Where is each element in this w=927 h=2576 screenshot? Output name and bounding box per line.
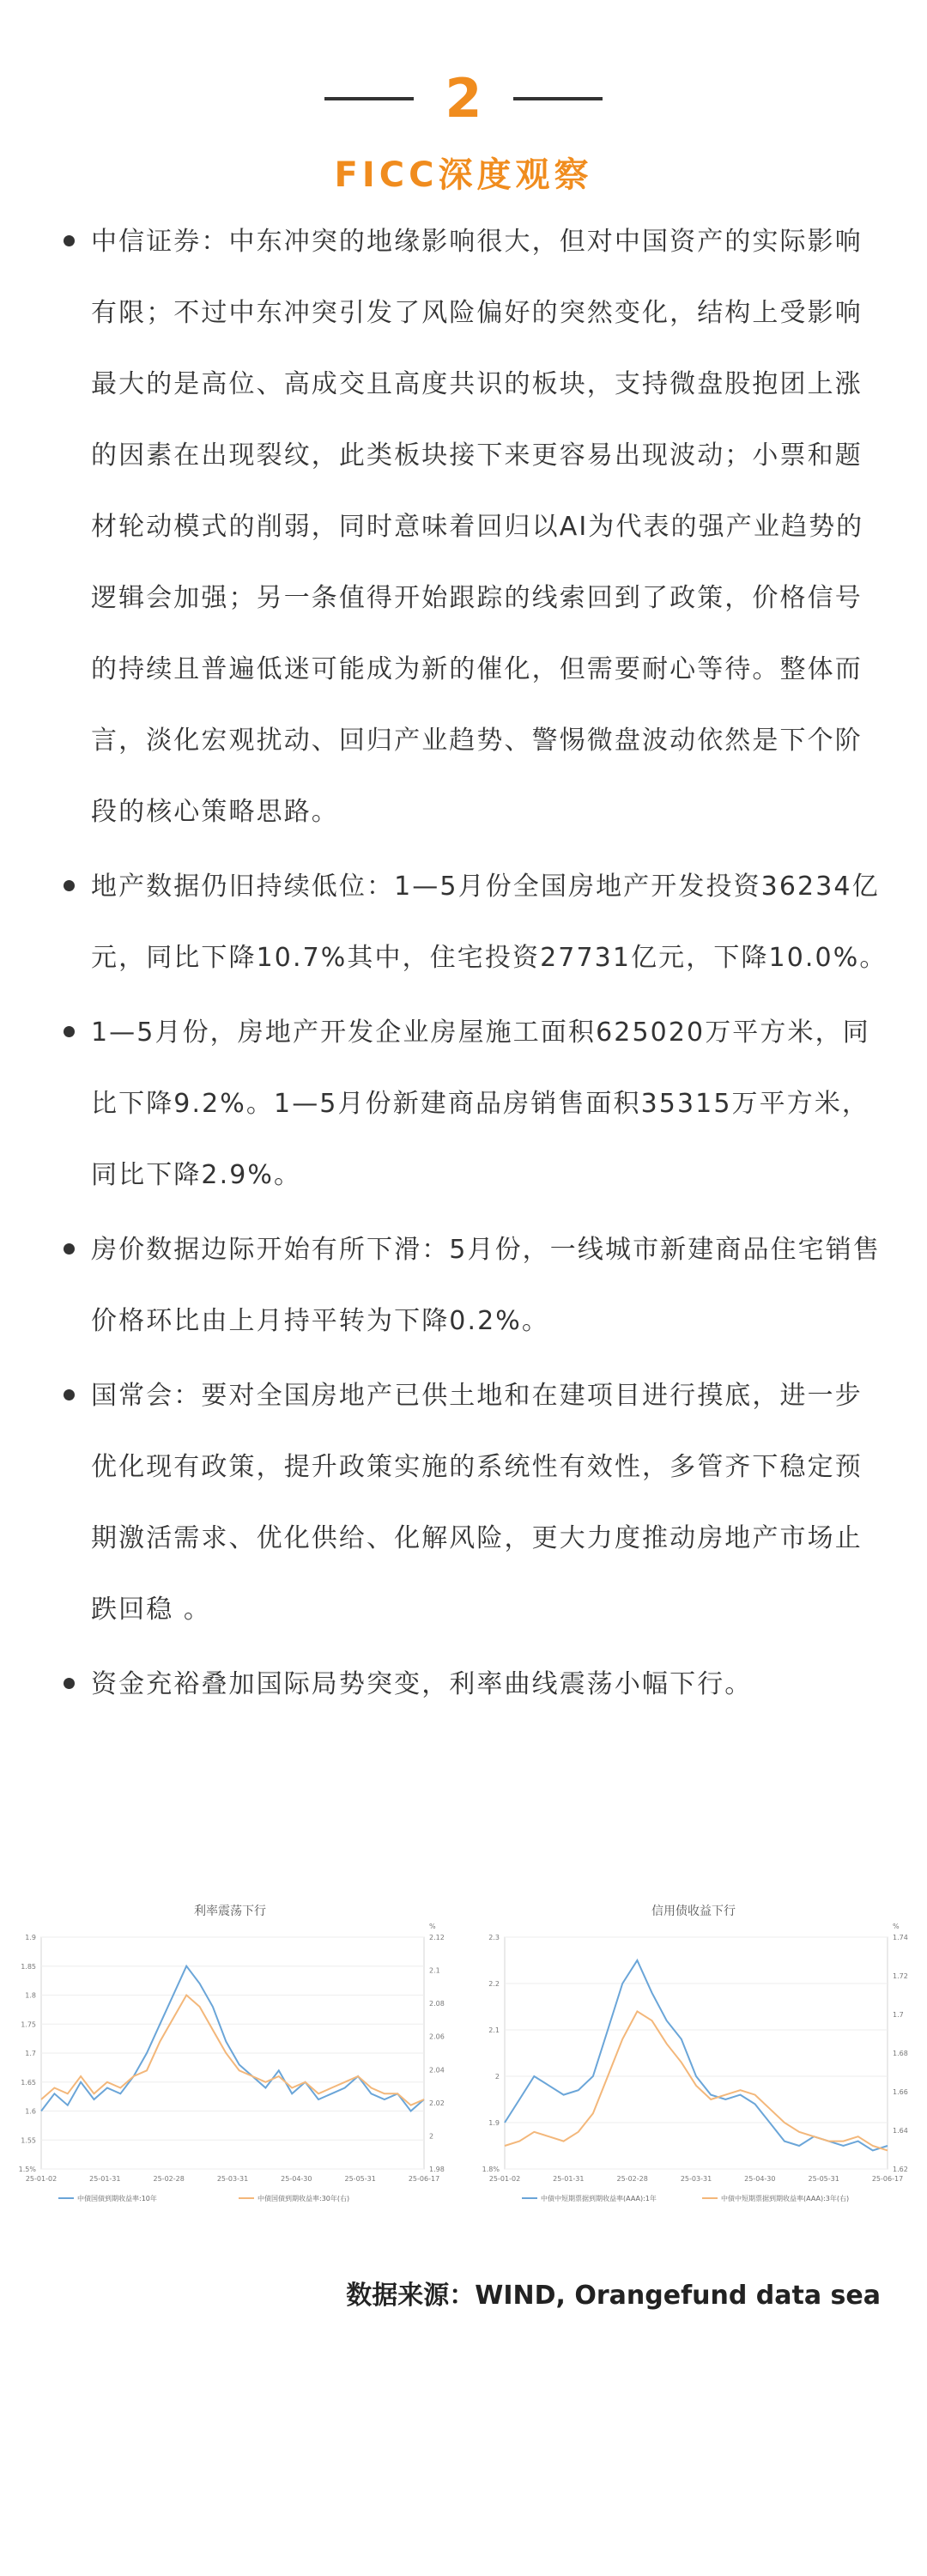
y-right-unit: %	[893, 1923, 900, 1930]
y-left-tick-label: 2.2	[488, 1980, 500, 1988]
divider-left	[324, 97, 414, 100]
y-left-tick-label: 1.5%	[18, 2166, 36, 2173]
chart-title: 利率震荡下行	[194, 1905, 266, 1918]
y-right-tick-label: 2.08	[429, 2000, 445, 2008]
y-left-tick-label: 2.3	[488, 1934, 500, 1941]
y-left-tick-label: 1.8	[25, 1991, 36, 2000]
x-tick-label: 25-06-17	[871, 2175, 904, 2183]
y-left-tick-label: 1.75	[21, 2020, 36, 2029]
divider-right	[513, 97, 603, 100]
y-left-tick-label: 1.8%	[482, 2166, 500, 2173]
y-right-tick-label: 1.68	[893, 2050, 908, 2057]
x-tick-label: 25-03-31	[216, 2175, 249, 2183]
x-tick-label: 25-05-31	[808, 2175, 839, 2183]
charts-row	[0, 1889, 927, 2215]
bullet-dot-icon	[64, 235, 75, 246]
x-tick-label: 25-01-02	[25, 2175, 58, 2183]
y-right-tick-label: 1.74	[893, 1934, 908, 1941]
bullet-text: 房价数据边际开始有所下滑：5月份，一线城市新建商品住宅销售价格环比由上月持平转为下降0.2%。	[91, 1235, 881, 1336]
bullet-item	[53, 997, 888, 1211]
y-right-tick-label: 2.12	[429, 1934, 445, 1941]
section-number-text: 2	[445, 67, 482, 130]
y-right-tick-label: 1.66	[893, 2088, 908, 2096]
y-right-unit: %	[429, 1923, 436, 1930]
legend-label: 中债国债到期收益率:10年	[77, 2195, 157, 2202]
y-right-tick-label: 2.06	[429, 2032, 445, 2041]
y-right-tick-label: 2.04	[429, 2066, 445, 2075]
chart-rate	[7, 1889, 453, 2215]
bullet-text: 1—5月份，房地产开发企业房屋施工面积625020万平方米，同比下降9.2%。1—5月份新建商品房销售面积35315万平方米，同比下降2.9%。	[91, 1018, 870, 1190]
bullet-item	[53, 1214, 888, 1357]
bullet-dot-icon	[64, 880, 75, 891]
legend-label: 中债中短期票据到期收益率(AAA):3年(右)	[721, 2195, 850, 2202]
section-number	[0, 60, 927, 137]
x-tick-label: 25-02-28	[616, 2175, 648, 2183]
y-right-tick-label: 1.62	[893, 2166, 908, 2173]
y-right-tick-label: 1.98	[429, 2166, 445, 2173]
y-left-tick-label: 1.7	[25, 2050, 36, 2057]
bullet-dot-icon	[64, 1026, 75, 1037]
chart-title: 信用债收益下行	[651, 1905, 736, 1918]
y-left-tick-label: 1.9	[488, 2119, 500, 2127]
x-tick-label: 25-04-30	[281, 2175, 312, 2183]
x-tick-label: 25-04-30	[744, 2175, 776, 2183]
legend-label: 中债国债到期收益率:30年(右)	[258, 2195, 350, 2202]
bullet-text: 地产数据仍旧持续低位：1—5月份全国房地产开发投资36234亿元，同比下降10.7%其中，住宅投资27731亿元，下降10.0%。	[91, 872, 888, 973]
y-right-tick-label: 1.64	[893, 2127, 908, 2135]
x-tick-label: 25-05-31	[344, 2175, 376, 2183]
plot-area	[505, 1937, 888, 2169]
bullet-text: 资金充裕叠加国际局势突变，利率曲线震荡小幅下行。	[91, 1669, 753, 1699]
bullet-item	[53, 851, 888, 993]
x-tick-label: 25-03-31	[680, 2175, 712, 2183]
y-right-tick-label: 1.7	[893, 2011, 904, 2019]
bullet-text: 国常会：要对全国房地产已供土地和在建项目进行摸底，进一步优化现有政策，提升政策实施的系统性有效性，多管齐下稳定预期激活需求、优化供给、化解风险，更大力度推动房地产市场止跌回稳 。	[91, 1381, 863, 1625]
bullet-item	[53, 1360, 888, 1645]
x-tick-label: 25-01-31	[553, 2175, 585, 2183]
y-right-tick-label: 2.02	[429, 2099, 445, 2107]
x-tick-label: 25-06-17	[408, 2175, 440, 2183]
bullet-dot-icon	[64, 1243, 75, 1255]
y-left-tick-label: 2.1	[488, 2026, 500, 2034]
y-left-tick-label: 2	[494, 2073, 500, 2081]
chart-credit-svg	[470, 1889, 917, 2215]
bullet-text: 中信证券：中东冲突的地缘影响很大，但对中国资产的实际影响有限；不过中东冲突引发了风险偏好的突然变化，结构上受影响最大的是高位、高成交且高度共识的板块，支持微盘股抱团上涨的因素在出现裂纹，此类板块接下来更容易出现波动；小票和题材轮动模式的削弱，同时意味着回归以AI为代表的强产业趋势的逻辑会加强；另一条值得开始跟踪的线索回到了政策，价格信号的持续且普遍低迷可能成为新的催化，但需要耐心等待。整体而言，淡化宏观扰动、回归产业趋势、警惕微盘波动依然是下个阶段的核心策略思路。	[91, 227, 864, 827]
bullet-item	[53, 1649, 888, 1720]
section-title: FICC深度观察	[334, 155, 593, 195]
bullet-list	[53, 206, 888, 1723]
y-left-tick-label: 1.65	[21, 2078, 36, 2087]
chart-rate-svg	[7, 1889, 453, 2215]
chart-credit	[470, 1889, 917, 2215]
x-tick-label: 25-01-02	[488, 2175, 521, 2183]
x-tick-label: 25-02-28	[153, 2175, 185, 2183]
y-left-tick-label: 1.85	[21, 1962, 36, 1971]
data-source: 数据来源：WIND, Orangefund data sea	[346, 2281, 881, 2311]
bullet-item	[53, 206, 888, 848]
bullet-dot-icon	[64, 1389, 75, 1400]
series-line-2	[505, 2011, 888, 2150]
x-tick-label: 25-01-31	[89, 2175, 121, 2183]
bullet-dot-icon	[64, 1678, 75, 1689]
y-right-tick-label: 1.72	[893, 1972, 908, 1980]
y-left-tick-label: 1.6	[25, 2107, 36, 2116]
legend-label: 中债中短期票据到期收益率(AAA):1年	[541, 2195, 657, 2202]
y-left-tick-label: 1.9	[25, 1934, 36, 1941]
series-line-1	[505, 1960, 888, 2150]
y-left-tick-label: 1.55	[21, 2136, 36, 2145]
y-right-tick-label: 2.1	[429, 1966, 440, 1975]
y-right-tick-label: 2	[429, 2132, 434, 2141]
